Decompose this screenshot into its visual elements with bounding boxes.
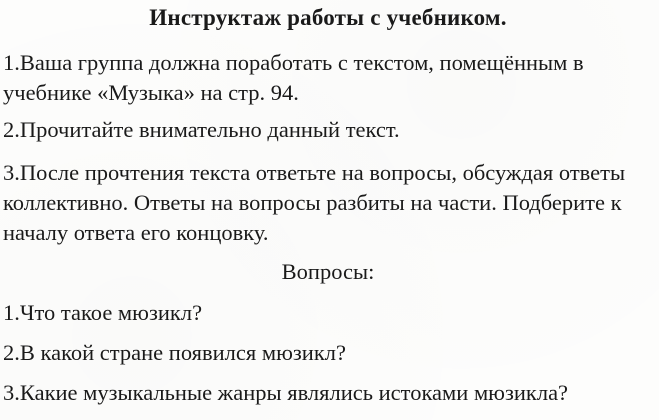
instruction-paragraph-3 <box>3 158 653 248</box>
instruction-3-line-1: 3.После прочтения текста ответьте на вопросы, обсуждая ответы <box>3 160 626 185</box>
instruction-paragraph-1 <box>3 48 653 108</box>
instruction-paragraph-2 <box>3 115 653 145</box>
instruction-1-line-1: 1.Ваша группа должна поработать с текстом, помещённым в <box>3 50 584 75</box>
questions-heading: Вопросы: <box>281 259 375 284</box>
instruction-3-line-2: коллективно. Ответы на вопросы разбиты на части. Подберите к <box>3 190 622 215</box>
instruction-3-line-3: началу ответа его концовку. <box>3 220 269 245</box>
question-2: 2.В какой стране появился мюзикл? <box>3 340 346 365</box>
instruction-2-line-1: 2.Прочитайте внимательно данный текст. <box>3 117 400 142</box>
question-3: 3.Какие музыкальные жанры являлись истоками мюзикла? <box>3 380 569 405</box>
document-title: Инструктаж работы с учебником. <box>149 5 507 30</box>
instruction-1-line-2: учебнике «Музыка» на стр. 94. <box>3 80 299 105</box>
question-1: 1.Что такое мюзикл? <box>3 300 203 325</box>
